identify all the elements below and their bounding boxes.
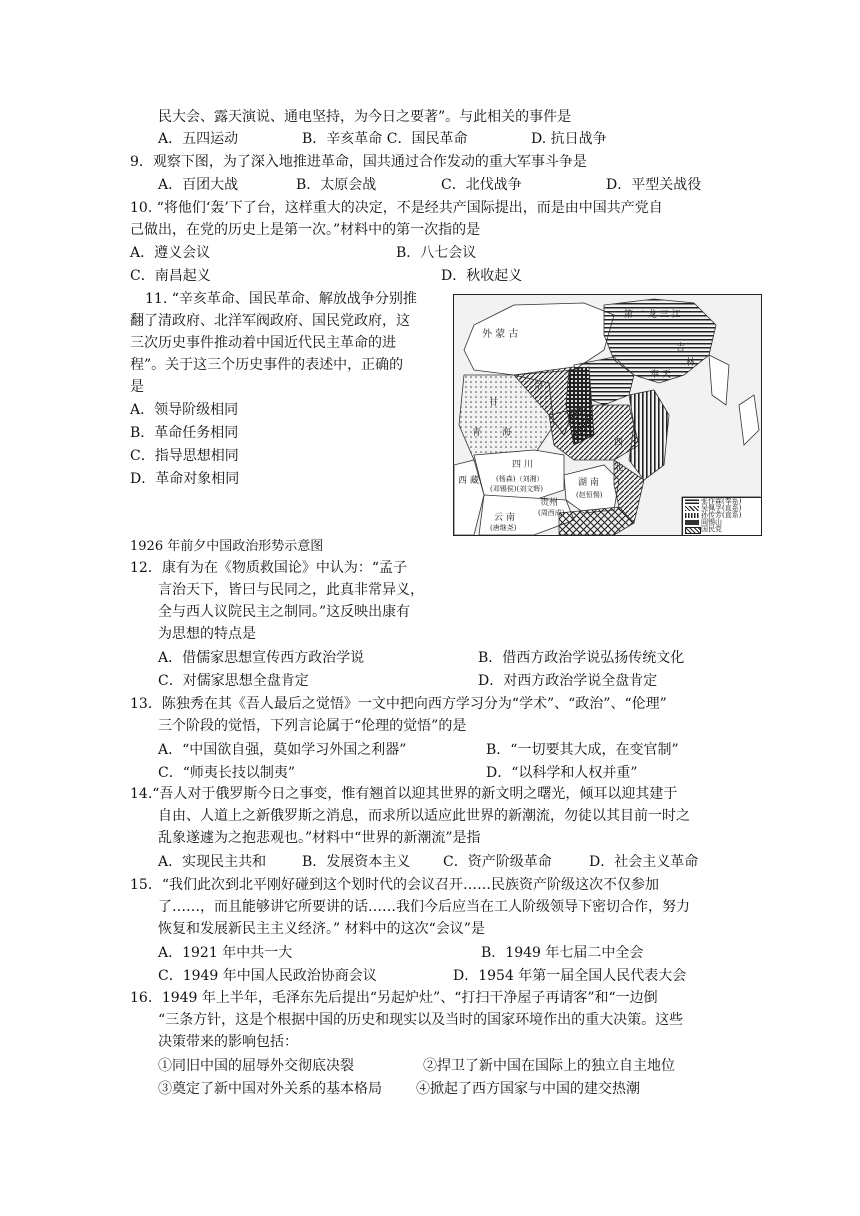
central-region: [549, 405, 639, 460]
q10-stem-line2: 己做出，在党的历史上是第一次。”材料中的第一次指的是: [130, 222, 481, 238]
label-xizang: 西 藏: [458, 476, 479, 486]
q11-stem-line5: 是: [130, 379, 144, 395]
label-hunan: 湖 南: [578, 478, 599, 488]
q15-option-d[interactable]: D．1954 年第一届全国人民代表大会: [453, 968, 687, 984]
legend-item: [685, 513, 699, 518]
legend-label: 吴佩孚(直系): [701, 504, 742, 512]
hunan-region: [564, 465, 619, 513]
q15-stem-line3: 恢复和发展新民主主义经济。” 材料中的这次“会议”是: [158, 921, 485, 937]
q11-option-d[interactable]: D．革命对象相同: [130, 471, 240, 487]
q10-stem-line1: 10. “将他们‘轰’下了台，这样重大的决定，不是经共产国际提出，而是由中国共产党自: [130, 200, 663, 216]
q8-option-bc[interactable]: B．辛亥革命 C．国民革命: [302, 131, 468, 147]
legend-item: [685, 499, 699, 504]
q13-stem-line1: 13．陈独秀在其《吾人最后之觉悟》一文中把向西方学习分为“学术”、“政治”、“伦理”: [130, 696, 667, 712]
legend-label: 国民党: [701, 525, 722, 533]
label-bei: 北: [614, 463, 624, 473]
q12-option-b[interactable]: B．借西方政治学说弘扬传统文化: [478, 650, 685, 666]
label-waimeng: 外 蒙 古: [482, 329, 519, 340]
legend-label: 张作霖(奉系): [701, 497, 742, 505]
q13-stem-line2: 三个阶段的觉悟，下列言论属于“伦理的觉悟”的是: [158, 718, 467, 734]
label-yunnan-sub: (唐继尧): [490, 524, 517, 532]
q8-option-a[interactable]: A．五四运动: [158, 131, 239, 147]
q12-option-d[interactable]: D．对西方政治学说全盘肯定: [478, 673, 658, 689]
q9-option-c[interactable]: C．北伐战争: [441, 177, 522, 193]
q14-stem-line3: 乱象遂遽为之抱悲观也。”材料中“世界的新潮流”是指: [158, 830, 481, 846]
label-heilongjiang: 第 二 龙 三 江: [624, 310, 681, 320]
legend-item: [685, 520, 699, 525]
q11-stem-line4: 程”。关于这三个历史事件的表述中，正确的: [130, 357, 404, 373]
q14-stem-line2: 自由、人道上之新俄罗斯之消息，而求所以适应此世界的新潮流，勿徒以其目前一时之: [158, 808, 690, 824]
q16-statement-4: ④掀起了西方国家与中国的建交热潮: [416, 1081, 640, 1097]
legend-label: 阎锡山: [701, 518, 722, 526]
q12-stem-line3: 全与西人议院民主之制同。”这反映出康有: [158, 604, 411, 620]
q16-statement-2: ②捍卫了新中国在国际上的独立自主地位: [423, 1058, 675, 1074]
q12-option-c[interactable]: C．对儒家思想全盘肯定: [158, 673, 309, 689]
q9-option-b[interactable]: B．太原会战: [296, 177, 377, 193]
label-hunan-sub: (赵恒惕): [576, 491, 603, 499]
q14-stem-line1: 14.“吾人对于俄罗斯今日之事变，惟有翘首以迎其世界的新文明之曙光，倾耳以迎其建于: [130, 786, 678, 802]
korea-outline: [709, 355, 729, 405]
legend-label: 孙传芳(直系): [701, 511, 742, 519]
q16-stem-line3: 决策带来的影响包括：: [158, 1034, 298, 1050]
q12-option-a[interactable]: A．借儒家思想宣传西方政治学说: [158, 650, 365, 666]
q11-option-a[interactable]: A．领导阶级相同: [130, 402, 239, 418]
legend-item: [685, 506, 699, 511]
label-xi: 西: [614, 438, 624, 448]
q13-option-b[interactable]: B．“一切要其大成，在变官制”: [486, 742, 679, 758]
q8-option-d[interactable]: D. 抗日战争: [531, 131, 607, 147]
q16-stem-line2: “三条方针，这是个根据中国的历史和现实以及当时的国家环境作出的重大决策。这些: [158, 1012, 684, 1028]
q11-option-c[interactable]: C．指导思想相同: [130, 448, 239, 464]
q8-stem-continued: 民大会、露天演说、通电坚持，为今日之要著”。与此相关的事件是: [158, 109, 572, 125]
q11-stem-line2: 翻了清政府、北洋军阀政府、国民党政府，这: [130, 313, 410, 329]
q15-option-a[interactable]: A．1921 年中共一大: [158, 945, 293, 961]
east-region: [629, 390, 669, 480]
label-yunnan: 云 南: [494, 513, 515, 523]
q15-option-c[interactable]: C．1949 年中国人民政治协商会议: [158, 968, 377, 984]
label-gan: 甘: [489, 398, 499, 408]
q9-stem: 9．观察下图，为了深入地推进革命，国共通过合作发动的重大军事斗争是: [130, 154, 587, 170]
label-sichuan: 四 川: [512, 460, 533, 470]
label-guizhou: 贵州: [540, 498, 559, 508]
map-legend-box: [682, 497, 762, 536]
label-ning: 宁: [534, 383, 544, 393]
japan-outline: [739, 395, 759, 445]
label-jilin-2: 林: [686, 358, 696, 368]
political-map-1926: [453, 294, 762, 536]
label-jilin-1: 吉: [676, 343, 686, 353]
label-hai: 海: [502, 428, 512, 438]
q11-option-b[interactable]: B．革命任务相同: [130, 425, 239, 441]
label-fengtian: 奉 天: [650, 370, 671, 380]
q9-option-d[interactable]: D．平型关战役: [606, 177, 702, 193]
label-sichuan-sub1: (杨森)（刘湘）: [496, 475, 544, 483]
map-caption: 1926 年前夕中国政治形势示意图: [130, 539, 324, 554]
q13-option-c[interactable]: C．“师夷长技以制夷”: [158, 765, 296, 781]
q16-statement-3: ③奠定了新中国对外关系的基本格局: [158, 1081, 382, 1097]
q10-option-c[interactable]: C．南昌起义: [130, 268, 211, 284]
label-sichuan-sub2: (邓锡侯)(刘文辉): [490, 485, 543, 493]
q13-option-d[interactable]: D．“以科学和人权并重”: [486, 765, 638, 781]
q12-stem-line2: 言治天下，皆曰与民同之，此真非常异义，: [158, 582, 424, 598]
q12-stem-line1: 12．康有为在《物质救国论》中认为：“孟子: [130, 560, 407, 576]
q16-stem-line1: 16．1949 年上半年，毛泽东先后提出“另起炉灶”、“打扫干净屋子再请客”和“一边倒: [130, 990, 658, 1006]
q14-option-c[interactable]: C．资产阶级革命: [443, 854, 552, 870]
q12-stem-line4: 为思想的特点是: [158, 626, 256, 642]
q9-option-a[interactable]: A．百团大战: [158, 177, 239, 193]
q14-option-d[interactable]: D．社会主义革命: [589, 854, 699, 870]
q11-stem-line1: 11. “辛亥革命、国民革命、解放战争分别推: [145, 291, 417, 307]
label-guizhou-sub: (周西成): [538, 509, 565, 517]
q11-stem-line3: 三次历史事件推动着中国近代民主革命的进: [130, 335, 396, 351]
q16-statement-1: ①同旧中国的屈辱外交彻底决裂: [158, 1058, 354, 1074]
legend-item: [685, 527, 701, 534]
label-qing: 青: [472, 428, 482, 438]
q14-option-b[interactable]: B．发展资本主义: [302, 854, 411, 870]
q10-option-d[interactable]: D．秋收起义: [441, 268, 523, 284]
q10-option-b[interactable]: B．八七会议: [396, 245, 477, 261]
q15-option-b[interactable]: B．1949 年七届二中全会: [481, 945, 644, 961]
q13-option-a[interactable]: A．“中国欲自强，莫如学习外国之利器”: [158, 742, 407, 758]
q14-option-a[interactable]: A．实现民主共和: [158, 854, 267, 870]
q15-stem-line2: 了……，而且能够讲它所要讲的话……我们今后应当在工人阶级领导下密切合作，努力: [158, 899, 690, 915]
q15-stem-line1: 15．“我们此次到北平刚好碰到这个划时代的会议召开……民族资产阶级这次不仅参加: [130, 877, 659, 893]
q10-option-a[interactable]: A．遵义会议: [130, 245, 211, 261]
